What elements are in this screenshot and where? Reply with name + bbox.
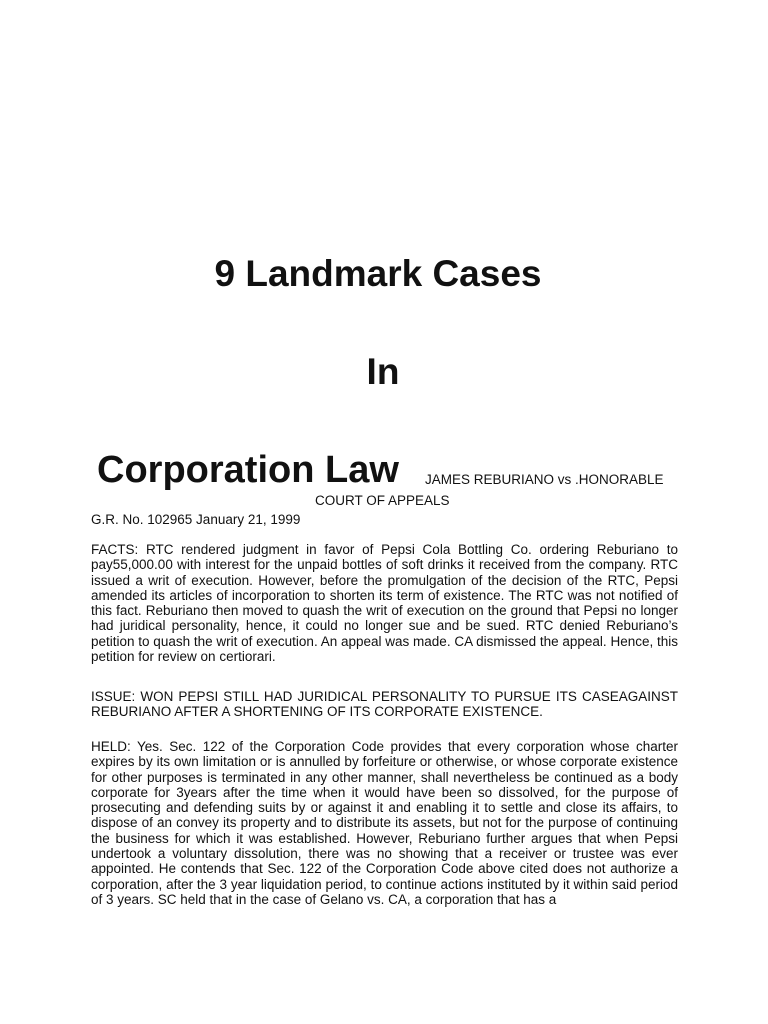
document-title-line-2: In [366, 351, 400, 392]
case-name-line-1: JAMES REBURIANO vs .HONORABLE [425, 472, 664, 487]
document-title-line-1: 9 Landmark Cases [214, 253, 542, 294]
held-paragraph: HELD: Yes. Sec. 122 of the Corporation Code provides that every corporation whose charter expires by its own limitation or is annulled by forfeiture or otherwise, or whose corporate existence for other purposes is terminated in any other manner, shall nevertheless be continued as a body corporate for 3years after the time when it would have been so dissolved, for the purpose of prosecuting and defending suits by or against it and enabling it to settle and close its affairs, to dispose of an convey its property and to distribute its assets, but not for the purpose of continuing the business for which it was established. However, Reburiano further argues that when Pepsi undertook a voluntary dissolution, there was no showing that a receiver or trustee was ever appointed. He contends that Sec. 122 of the Corporation Code above cited does not authorize a corporation, after the 3 year liquidation period, to continue actions instituted by it within said period of 3 years. SC held that in the case of Gelano vs. CA, a corporation that has a [91, 739, 678, 907]
document-title-line-3: Corporation Law [97, 449, 399, 491]
facts-paragraph: FACTS: RTC rendered judgment in favor of Pepsi Cola Bottling Co. ordering Reburiano to pay55,000.00 with interest for the unpaid bottles of soft drinks it received from the company. RTC issued a writ of execution. However, before the promulgation of the decision of the RTC, Pepsi amended its articles of incorporation to shorten its term of existence. The RTC was not notified of this fact. Reburiano then moved to quash the writ of execution on the ground that Pepsi no longer had juridical personality, hence, it could no longer sue and be sued. RTC denied Reburiano’s petition to quash the writ of execution. An appeal was made. CA dismissed the appeal. Hence, this petition for review on certiorari. [91, 542, 678, 665]
issue-paragraph: ISSUE: WON PEPSI STILL HAD JURIDICAL PERSONALITY TO PURSUE ITS CASEAGAINST REBURIANO AFTER A SHORTENING OF ITS CORPORATE EXISTENCE. [91, 689, 678, 720]
gr-number: G.R. No. 102965 January 21, 1999 [91, 512, 301, 527]
case-name-line-2: COURT OF APPEALS [315, 493, 450, 508]
